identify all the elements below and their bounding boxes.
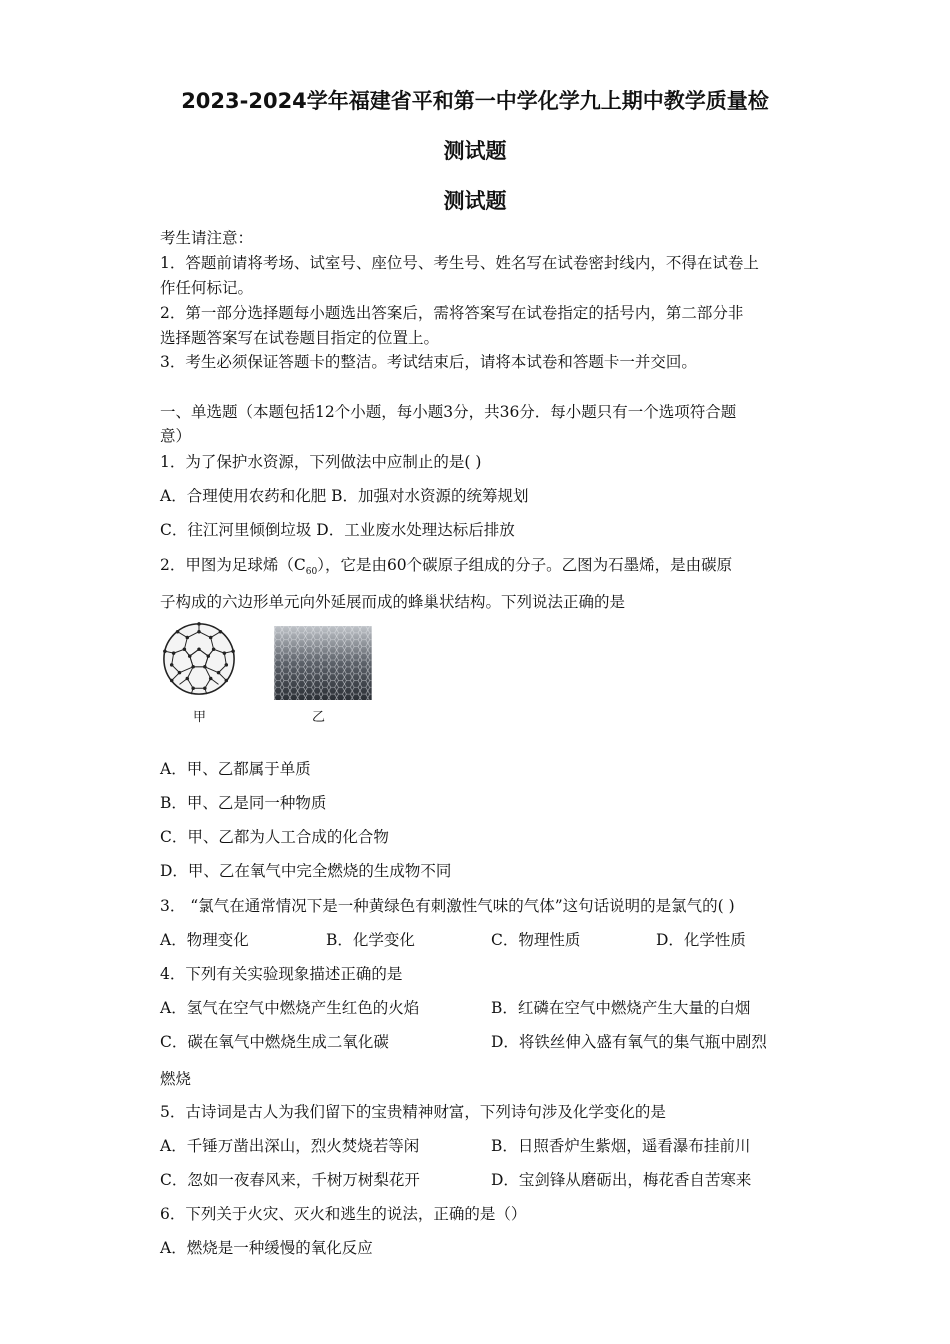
notice-item-2-cont: 选择题答案写在试卷题目指定的位置上。 [160,329,440,347]
page-title-line2: 测试题 [443,139,507,163]
question-2-option-b: B．甲、乙是同一种物质 [160,794,327,812]
notice-item-2: 2．第一部分选择题每小题选出答案后，需将答案写在试卷指定的括号内，第二部分非 [160,304,744,322]
question-1-stem: 1．为了保护水资源，下列做法中应制止的是( ) [160,453,482,471]
figure-caption-a: 甲 [193,710,207,725]
question-5-option-c: C．忽如一夜春风来，千树万树梨花开 [160,1171,420,1189]
question-5-stem: 5．古诗词是古人为我们留下的宝贵精神财富，下列诗句涉及化学变化的是 [160,1103,666,1121]
question-3-stem: 3． “氯气在通常情况下是一种黄绿色有刺激性气味的气体”这句话说明的是氯气的( ) [160,897,735,915]
question-1-options-row1: A．合理使用农药和化肥 B．加强对水资源的统筹规划 [160,487,529,505]
notice-item-1: 1．答题前请将考场、试室号、座位号、考生号、姓名写在试卷密封线内，不得在试卷上 [160,254,759,272]
question-2-option-c: C．甲、乙都为人工合成的化合物 [160,828,389,846]
question-5-option-a: A．千锤万凿出深山，烈火焚烧若等闲 [160,1137,420,1155]
question-2-stem-post: ），它是由60个碳原子组成的分子。乙图为石墨烯，是由碳原 [317,556,733,574]
section-heading: 一、单选题（本题包括12个小题，每小题3分，共36分．每小题只有一个选项符合题 [160,403,737,421]
question-2-stem [160,555,732,582]
question-4-option-c: C．碳在氧气中燃烧生成二氧化碳 [160,1033,389,1051]
question-4-option-a: A．氢气在空气中燃烧产生红色的火焰 [160,999,420,1017]
question-5-option-d: D．宝剑锋从磨砺出，梅花香自苦寒来 [491,1171,752,1189]
fullerene-image [160,620,238,698]
question-3-option-d: D．化学性质 [656,931,746,949]
question-4-option-b: B．红磷在空气中燃烧产生大量的白烟 [491,999,751,1017]
question-5-option-b: B．日照香炉生紫烟，遥看瀑布挂前川 [491,1137,751,1155]
question-4-option-d: D．将铁丝伸入盛有氧气的集气瓶中剧烈 [491,1033,767,1051]
question-3-option-a: A．物理变化 [160,931,249,949]
notice-heading: 考生请注意： [160,229,254,247]
section-heading-cont: 意） [160,427,192,445]
question-3-option-b: B．化学变化 [326,931,415,949]
question-6-option-a: A．燃烧是一种缓慢的氧化反应 [160,1239,373,1257]
question-1-options-row2: C．往江河里倾倒垃圾 D．工业废水处理达标后排放 [160,521,515,539]
question-2-stem-cont: 子构成的六边形单元向外延展而成的蜂巢状结构。下列说法正确的是 [160,593,626,611]
graphene-image [274,626,372,700]
page-title: 2023-2024学年福建省平和第一中学化学九上期中教学质量检 [181,89,769,113]
c60-subscript: 60 [305,567,318,578]
question-4-stem: 4．下列有关实验现象描述正确的是 [160,965,403,983]
question-3-option-c: C．物理性质 [491,931,581,949]
figure-caption-b: 乙 [312,710,326,725]
question-2-stem-pre: 2．甲图为足球烯（C [160,556,306,574]
question-2-option-d: D．甲、乙在氧气中完全燃烧的生成物不同 [160,862,452,880]
page-subtitle: 测试题 [443,189,507,213]
notice-item-3: 3．考生必须保证答题卡的整洁。考试结束后，请将本试卷和答题卡一并交回。 [160,353,697,371]
question-2-option-a: A．甲、乙都属于单质 [160,760,311,778]
notice-item-1-cont: 作任何标记。 [160,279,254,297]
question-6-stem: 6．下列关于火灾、灭火和逃生的说法，正确的是（） [160,1205,527,1223]
question-4-option-d-cont: 燃烧 [160,1070,192,1088]
